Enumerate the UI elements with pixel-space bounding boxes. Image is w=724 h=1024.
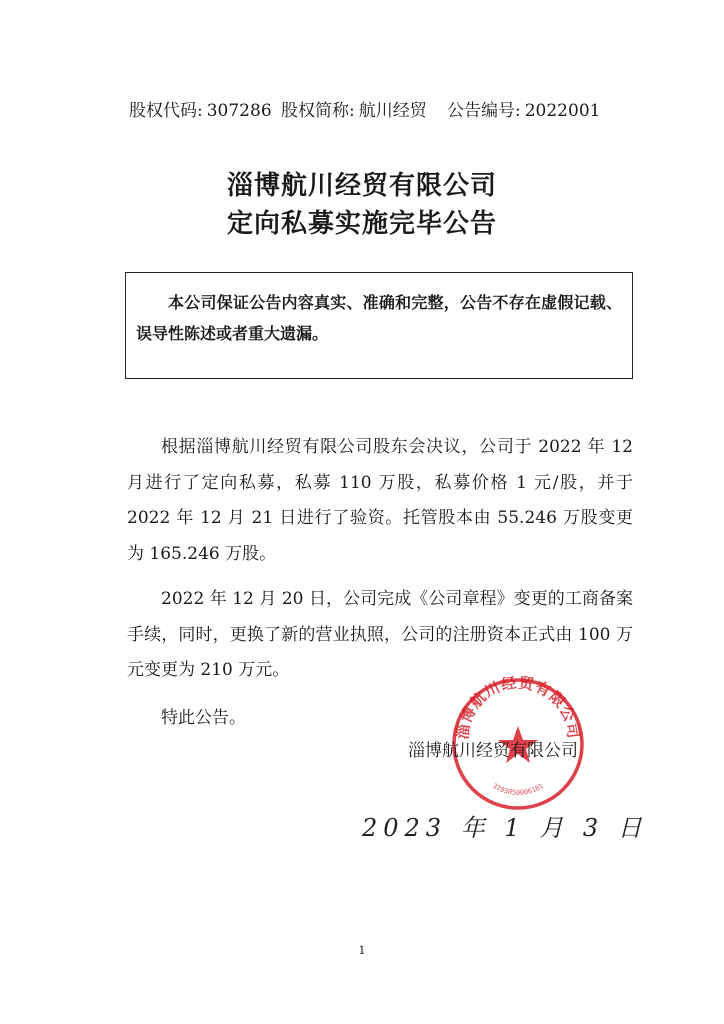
- document-title-subject: 定向私募实施完毕公告: [226, 209, 497, 239]
- closing-statement: 特此公告。: [161, 708, 246, 728]
- notice-number: 2022001: [524, 101, 601, 121]
- stock-code-label: 股权代码:: [129, 101, 203, 121]
- disclaimer-box: [125, 272, 633, 379]
- stock-name-label: 股权简称:: [281, 101, 355, 121]
- disclaimer-text: 本公司保证公告内容真实、准确和完整，公告不存在虚假记载、误导性陈述或者重大遗漏。: [136, 293, 622, 343]
- page-number: 1: [358, 944, 366, 957]
- stock-info-header: [129, 96, 604, 121]
- document-title-company: 淄博航川经贸有限公司: [226, 171, 497, 201]
- signing-company: 淄博航川经贸有限公司: [408, 741, 578, 761]
- body-paragraph: 2022 年 12 月 20 日，公司完成《公司章程》变更的工商备案手续，同时，更换了新的营业执照，公司的注册资本正式由 100 万元变更为 210 万元。: [127, 589, 633, 680]
- svg-text:3703050006181: [491, 782, 545, 797]
- seal-number: 3703050006181: [491, 781, 545, 797]
- signing-date: 2023 年 1 月 3 日: [362, 814, 648, 842]
- stock-name: 航川经贸: [358, 101, 427, 121]
- body-paragraph: 根据淄博航川经贸有限公司股东会决议，公司于 2022 年 12 月进行了定向私募，私募 110 万股，私募价格 1 元/股，并于 2022 年 12 月 21 日进行了验资。托管股本由 55.246 万股变更为 165.246 万股。: [127, 437, 633, 564]
- seal-text: 淄博航川经贸有限公司: [453, 674, 583, 741]
- notice-number-label: 公告编号:: [447, 101, 521, 121]
- stock-code: 307286: [206, 101, 272, 121]
